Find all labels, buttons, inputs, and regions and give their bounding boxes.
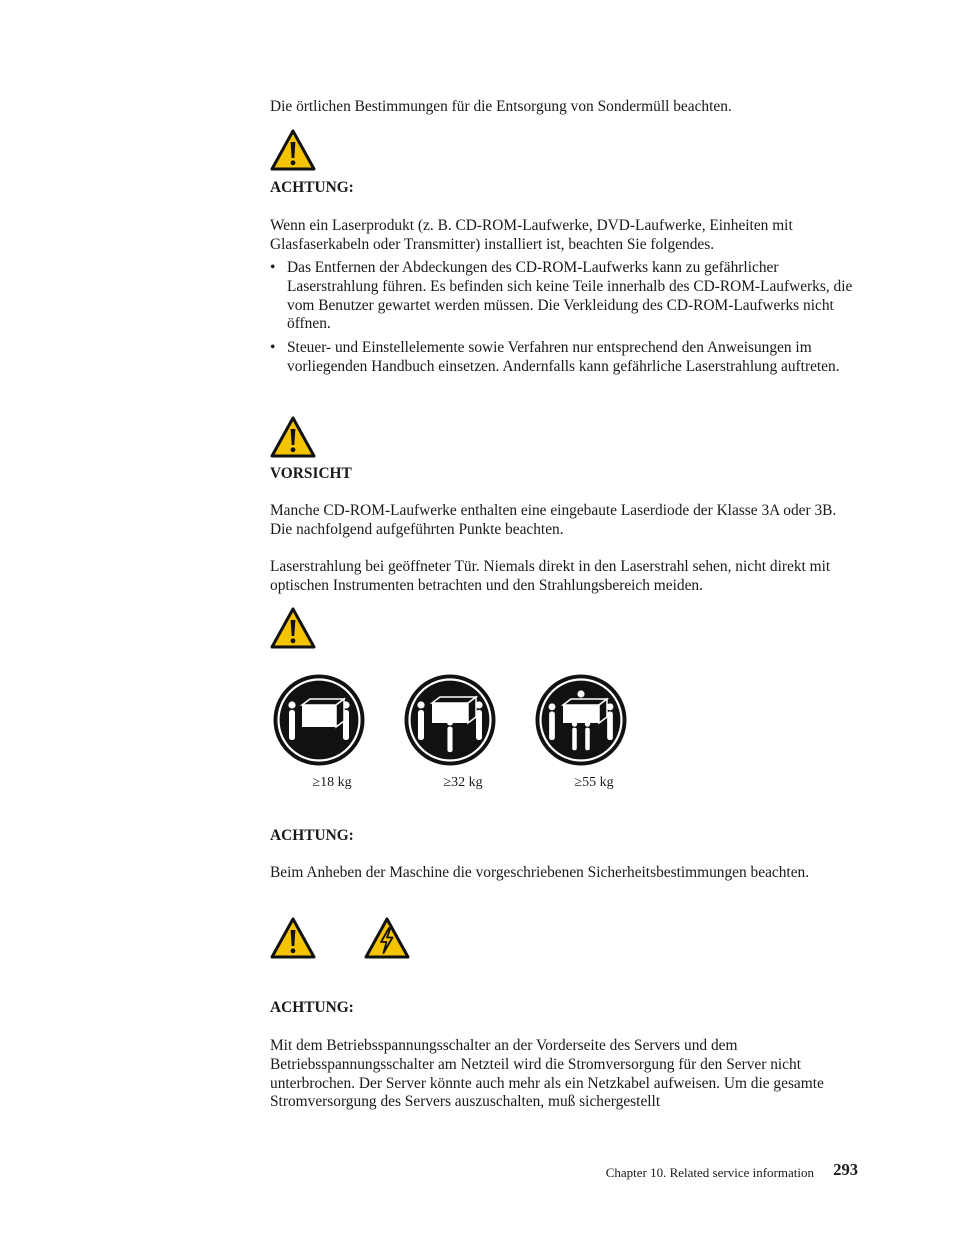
list-item: • Steuer- und Einstellelemente sowie Verfahren nur entsprechend den Anweisungen im vorliegenden Handbuch einsetzen. Andernfalls kann gefährliche Laserstrahlung auftreten. [270, 339, 862, 377]
warning-triangle-icon [270, 917, 316, 959]
intro-text: Die örtlichen Bestimmungen für die Entsorgung von Sondermüll beachten. [270, 98, 732, 115]
heading-achtung-lift: ACHTUNG: [270, 827, 354, 844]
three-person-lift-icon [403, 673, 497, 767]
weight-label-32kg: ≥32 kg [443, 775, 483, 790]
warning-triangle-icon [270, 416, 316, 458]
laser-intro-text: Wenn ein Laserprodukt (z. B. CD-ROM-Laufwerke, DVD-Laufwerke, Einheiten mit Glasfaserkabeln oder Transmitter) installiert ist, beachten Sie folgendes. [270, 217, 793, 253]
warning-triangle-icon [270, 129, 316, 171]
warning-triangle-icon [270, 607, 316, 649]
footer-chapter: Chapter 10. Related service information [605, 1165, 814, 1180]
laser-diode-text: Manche CD-ROM-Laufwerke enthalten eine eingebaute Laserdiode der Klasse 3A oder 3B. Die nachfolgend aufgeführten Punkte beachten. [270, 502, 837, 538]
heading-achtung-power: ACHTUNG: [270, 999, 354, 1016]
four-person-lift-icon [534, 673, 628, 767]
two-person-lift-icon [272, 673, 366, 767]
lift-text: Beim Anheben der Maschine die vorgeschriebenen Sicherheitsbestimmungen beachten. [270, 864, 810, 881]
weight-label-55kg: ≥55 kg [574, 775, 614, 790]
power-text: Mit dem Betriebsspannungsschalter an der Vorderseite des Servers und dem Betriebsspannungsschalter am Netzteil wird die Stromversorgung für den Server nicht unterbrochen. Der Server könnte auch mehr als ein Netzkabel aufweisen. Um die gesamte Stromversorgung des Servers auszuschalten, muß sichergestellt [270, 1037, 824, 1111]
electrical-hazard-icon [364, 917, 410, 959]
heading-vorsicht: VORSICHT [270, 465, 352, 482]
heading-achtung-laser: ACHTUNG: [270, 179, 354, 196]
list-item: • Das Entfernen der Abdeckungen des CD-ROM-Laufwerks kann zu gefährlicher Laserstrahlung führen. Es befinden sich keine Teile innerhalb des CD-ROM-Laufwerks, die vom Benutzer gewartet werden müssen. Die Verkleidung des CD-ROM-Laufwerks nicht öffnen. [270, 259, 862, 334]
page-number: 293 [833, 1160, 858, 1179]
laser-radiation-text: Laserstrahlung bei geöffneter Tür. Niemals direkt in den Laserstrahl sehen, nicht direkt mit optischen Instrumenten betrachten und den Strahlungsbereich meiden. [270, 558, 831, 594]
weight-label-18kg: ≥18 kg [312, 775, 352, 790]
laser-bullet-list [270, 259, 862, 382]
